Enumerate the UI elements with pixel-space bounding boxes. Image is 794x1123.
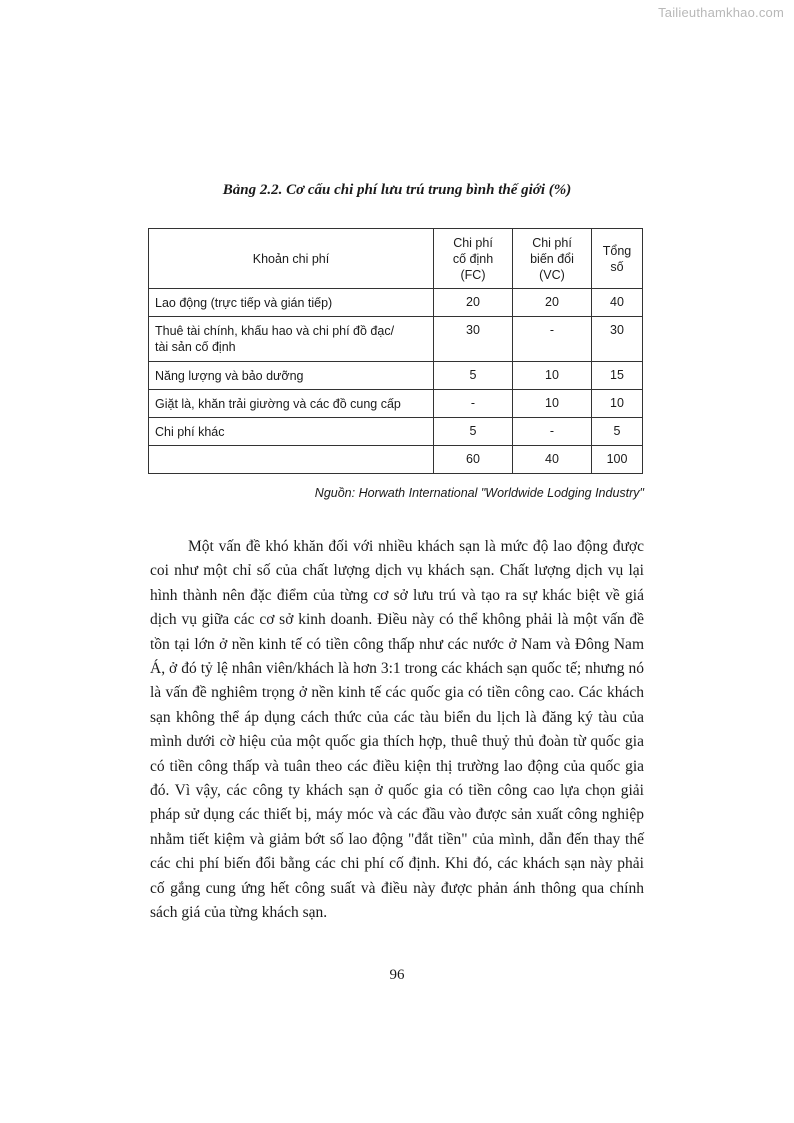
row-vc: 10: [513, 362, 592, 390]
table-row: [149, 390, 643, 418]
row-item: Chi phí khác: [149, 418, 434, 446]
page-number: 96: [389, 967, 405, 983]
total-vc: 40: [513, 446, 592, 474]
row-item-line2: tài sản cố định: [155, 340, 236, 354]
row-total: 30: [592, 317, 643, 362]
header-vc-line3: (VC): [539, 267, 565, 282]
row-item: [149, 317, 434, 362]
row-total: 10: [592, 390, 643, 418]
header-fc-line3: (FC): [460, 267, 486, 282]
row-fc: 5: [434, 362, 513, 390]
watermark: Tailieuthamkhao.com: [658, 5, 784, 20]
row-vc: 20: [513, 289, 592, 317]
grand-total: 100: [592, 446, 643, 474]
table-total-row: [149, 446, 643, 474]
cost-structure-table: [148, 228, 643, 474]
row-item: Năng lượng và bảo dưỡng: [149, 362, 434, 390]
header-vc-line2: biến đổi: [530, 251, 574, 266]
row-fc: -: [434, 390, 513, 418]
header-variable-cost: [513, 229, 592, 289]
row-total: 40: [592, 289, 643, 317]
row-fc: 30: [434, 317, 513, 362]
row-vc: 10: [513, 390, 592, 418]
table-row: [149, 362, 643, 390]
row-item-line1: Thuê tài chính, khấu hao và chi phí đồ đạc/: [155, 324, 395, 338]
header-item: Khoản chi phí: [149, 229, 434, 289]
table-header-row: [149, 229, 643, 289]
row-item: Giặt là, khăn trải giường và các đồ cung cấp: [149, 390, 434, 418]
table-row: [149, 289, 643, 317]
body-paragraph: Một vấn đề khó khăn đối với nhiều khách sạn là mức độ lao động được coi như một chỉ số của chất lượng dịch vụ khách sạn. Chất lượng dịch vụ lại hình thành nên đặc điểm của từng cơ sở lưu trú và tạo ra sự khác biệt về giá dịch vụ giữa các cơ sở kinh doanh. Điều này có thể không phải là một vấn đề tồn tại lớn ở nền kinh tế có tiền công thấp như các nước ở Nam và Đông Nam Á, ở đó tỷ lệ nhân viên/khách là hơn 3:1 trong các khách sạn quốc tế; nhưng nó là vấn đề nghiêm trọng ở nền kinh tế các quốc gia có tiền công cao. Các khách sạn không thể áp dụng cách thức của các tàu biển du lịch là đăng ký tàu của mình dưới cờ hiệu của một quốc gia thích hợp, thuê thuỷ thủ đoàn từ quốc gia có tiền công thấp và tuân theo các điều kiện thị trường lao động của quốc gia đó. Vì vậy, các công ty khách sạn ở quốc gia có tiền công cao lựa chọn giải pháp sử dụng các thiết bị, máy móc và các đầu vào được sản xuất công nghiệp nhằm tiết kiệm và giảm bớt số lao động "đắt tiền" của mình, dẫn đến thay thế các chi phí biến đổi bằng các chi phí cố định. Khi đó, các khách sạn này phải cố gắng cung ứng hết công suất và điều này được phản ánh thông qua chính sách giá của từng khách sạn.: [150, 538, 644, 922]
header-total: Tổng số: [592, 229, 643, 289]
header-vc-line1: Chi phí: [532, 235, 572, 250]
row-fc: 5: [434, 418, 513, 446]
row-item: Lao động (trực tiếp và gián tiếp): [149, 289, 434, 317]
row-total: 5: [592, 418, 643, 446]
row-vc: -: [513, 418, 592, 446]
header-fc-line1: Chi phí: [453, 235, 493, 250]
total-fc: 60: [434, 446, 513, 474]
table-source: Nguồn: Horwath International "Worldwide Lodging Industry": [314, 486, 644, 500]
header-fc-line2: cố định: [452, 251, 494, 266]
row-total: 15: [592, 362, 643, 390]
table-row: [149, 317, 643, 362]
table-caption: Bảng 2.2. Cơ cấu chi phí lưu trú trung bình thế giới (%): [222, 182, 572, 198]
row-vc: -: [513, 317, 592, 362]
row-fc: 20: [434, 289, 513, 317]
row-item: [149, 446, 434, 474]
table-row: [149, 418, 643, 446]
header-fixed-cost: [434, 229, 513, 289]
